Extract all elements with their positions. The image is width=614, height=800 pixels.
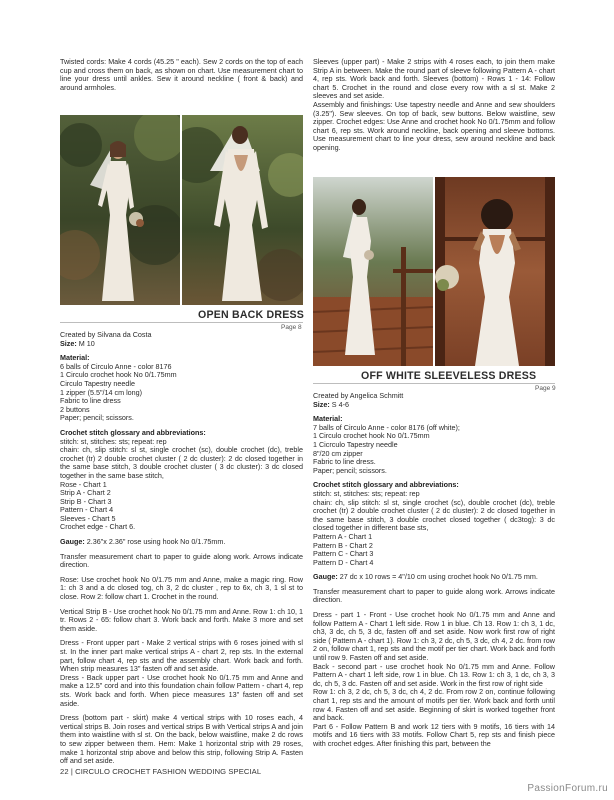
vertical-strip-paragraph: Vertical Strip B - Use crochet hook No 0/1.75 mm and Anne. Row 1: ch 10, 1 tr. Rows 2 - 65: follow chart 3. Work back and forth. Make 3 more and set them aside.: [60, 606, 303, 633]
glossary-heading: Crochet stitch glossary and abbreviations:: [60, 427, 206, 437]
material-item: Fabric to line dress: [60, 396, 121, 406]
size-value: S 4-6: [331, 399, 349, 409]
transfer-paragraph: Transfer measurement chart to paper to guide along work. Arrows indicate direction.: [313, 586, 555, 605]
material-heading: Material:: [60, 353, 90, 363]
chart-item: Sleeves - Chart 5: [60, 513, 116, 523]
page-footer: 22 | CIRCULO CROCHET FASHION WEDDING SPECIAL: [60, 767, 262, 776]
twisted-cords-paragraph: Twisted cords: Make 4 cords (45.25 " each). Sew 2 cords on the top of each cup and cross them on back, as shown on chart. Use measurement chart to line your dress until ankles. Sew it around neckline ( front & back) and around armholes.: [60, 57, 303, 92]
chart-item: Pattern - Chart 4: [60, 505, 114, 515]
material-item: Fabric to line dress.: [313, 457, 376, 467]
size-line: [313, 401, 555, 410]
chart-item: Rose - Chart 1: [60, 479, 107, 489]
open-back-dress-rule: [60, 322, 303, 323]
size-label: Size:: [313, 399, 330, 409]
left-top-text: [60, 58, 303, 92]
designer-credit: Created by Angelica Schmitt: [313, 391, 404, 400]
gauge-line: [60, 538, 303, 547]
assembly-paragraph: Assembly and finishings: Use tapestry needle and Anne and sew shoulders (3.25"). Sew sleeves. On top of back, sew buttons. Below waistline, sew zipper. Crochet edges: Use Anne and crochet hook No 0/1.75mm and follow chart 6, rep sts. Work around neckline, back opening and sleeve bottoms. Use measurement chart to line your dress, sew around neckline and back opening.: [313, 99, 555, 152]
material-item: 1 Cicrculo Tapestry needle: [313, 439, 398, 449]
gauge-line: [313, 573, 555, 582]
size-value: M 10: [78, 338, 95, 348]
glossary-item: stitch: st, stitches: sts; repeat: rep: [60, 436, 167, 446]
material-heading: Material:: [313, 414, 343, 424]
open-back-dress-front-photo: [60, 115, 180, 305]
chart-item: Pattern B - Chart 2: [313, 540, 373, 550]
chart-item: Pattern A - Chart 1: [313, 531, 373, 541]
dress-parts-paragraph: Dress - part 1 - Front - Use crochet hook No 0/1.75 mm and Anne and follow Pattern A - Chart 1 left side. Row 1 in blue. Ch 13. Row 1: ch 3, 1 dc, ch3, 3 dc, ch 5, 3 dc, fasten off and set aside. Now work first row of right side ( Pattern A - chart 1). Row 1: ch 3, 2 dc, ch 5, 3 dc, ch 4, 2 dc. from row 2 on, follow chart 1, rep sts and the motif per tier chart. Work back and forth until row 9. Fasten off and set aside. Back - second part - use crochet hook No 0/1.75 mm and Anne. Follow Pattern A - chart 1 left side, row 1 in blue. Ch 13. Row 1: ch 3, 1 dc, ch 3, 3 dc, ch 5, 3 dc. Fasten off and set aside. Work in the first row of right side Row 1: ch 3, 2 dc, ch 5, 3 dc, ch 4, 2 dc. From row 2 on, continue following chart 1, rep sts and the amount of motifs per tier. Work back and forth until row 4. Fasten off and set aside. Beginning of skirt is worked together front and back. Part 6 - Follow Pattern B and work 12 tiers with 9 motifs, 16 tiers with 14 motifs and 16 tiers with 33 motifs. Follow Chart 5, rep sts and finish piece with crochet edges. After finishing this part, between the: [313, 610, 555, 748]
chart-item: Crochet edge - Chart 6.: [60, 522, 136, 532]
chart-item: Strip B - Chart 3: [60, 496, 112, 506]
gauge-value: 2.36"x 2.36" rose using hook No 0/1.75mm.: [86, 537, 226, 547]
chart-item: Pattern C - Chart 3: [313, 549, 374, 559]
gauge-label: Gauge:: [60, 537, 85, 547]
size-line: [60, 340, 303, 349]
material-item: Paper; pencil; scissors.: [313, 465, 387, 475]
sleeves-paragraph: Sleeves (upper part) - Make 2 strips with 4 roses each, to join them make Strip A in between. Make the round part of sleeve following Pattern A - chart 4, rep sts. Work back and forth. Sleeves (bottom) - Rows 1 - 14: Follow chart 5. Crochet in the round and close every row with a sl st. Make 2 sleeves and set aside.: [313, 57, 555, 101]
material-item: 2 buttons: [60, 404, 90, 414]
gauge-value: 27 dc x 10 rows = 4"/10 cm using crochet hook No 0/1.75 mm.: [339, 572, 538, 582]
sleeveless-dress-instructions: [313, 392, 555, 749]
open-back-dress-back-photo: [182, 115, 303, 305]
open-back-dress-title: OPEN BACK DRESS: [198, 309, 305, 321]
material-item: 1 Circulo crochet hook No 0/1.75mm: [60, 370, 177, 380]
glossary-item: chain: ch, slip stitch: sl st, single crochet (sc), double crochet (dc), treble crochet (tr) 2 double crochet cluster ( 2 dc cluster): 2 dc closed together in the same base stitch, 3 double crochet cluster ( 3 dc cluster): 3 dc closed together in the same base stitch,: [60, 445, 303, 480]
material-item: 6 balls of Circulo Anne - color 8176: [60, 361, 172, 371]
rose-paragraph: Rose: Use crochet hook No 0/1.75 mm and Anne, make a magic ring. Row 1: ch 3 and a dc closed tog, ch 3, 2 dc cluster , rep to 6x, ch 3, 1 sl st to close. Row 2: follow chart 1. Crochet in the round.: [60, 574, 303, 602]
chart-item: Strip A - Chart 2: [60, 488, 111, 498]
open-back-dress-page-ref: Page 8: [281, 324, 302, 331]
sleeveless-dress-back-photo: [435, 177, 555, 366]
glossary-heading: Crochet stitch glossary and abbreviations:: [313, 480, 459, 490]
designer-credit: Created by Silvana da Costa: [60, 330, 152, 339]
glossary-item: stitch: st, stitches: sts; repeat: rep: [313, 488, 420, 498]
material-item: Circulo Tapestry needle: [60, 378, 135, 388]
material-item: 7 balls of Circulo Anne - color 8176 (off white);: [313, 422, 460, 432]
chart-item: Pattern D - Chart 4: [313, 557, 374, 567]
dress-skirt-paragraph: Dress (bottom part - skirt) make 4 vertical strips with 10 roses each, 4 vertical strips B. Join roses and vertical strips B with Vertical strips A and join them into waistline with sl st. On the back, below waistline, make 2 dc rows to sew zipper between them. Hem: Make 1 horizontal strip with 29 roses, make 1 horizontal strip above and below this strip, following Strip A. Fasten off and set aside.: [60, 713, 303, 766]
material-item: 1 Circulo crochet hook No 0/1.75mm: [313, 431, 430, 441]
sleeveless-dress-rule: [313, 383, 555, 384]
site-watermark: PassionForum.ru: [527, 783, 608, 794]
sleeveless-dress-title: OFF WHITE SLEEVELESS DRESS: [361, 370, 537, 382]
right-top-text: [313, 58, 555, 153]
sleeveless-dress-page-ref: Page 9: [535, 385, 556, 392]
transfer-paragraph: Transfer measurement chart to paper to guide along work. Arrows indicate direction.: [60, 551, 303, 570]
open-back-dress-instructions: [60, 331, 303, 766]
glossary-item: chain: ch, slip stitch: sl st, single crochet (sc), double crochet (dc), treble crochet (tr) 2 double crochet cluster ( 2 dc cluster): 2 dc closed together in the same base stitch, 3 double crochet closed together ( dc3tog): 3 dc closed together in different base sts,: [313, 497, 555, 533]
sleeveless-dress-front-photo: [313, 177, 433, 366]
size-label: Size:: [60, 338, 77, 348]
material-item: 8"/20 cm zipper: [313, 448, 363, 458]
dress-upper-paragraph: Dress - Front upper part - Make 2 vertical strips with 6 roses joined with sl st. In the inner part make vertical strips A - chart 2, rep sts. In the external part, follow chart 4, rep sts and the assembly chart. Work back and forth. When strip measures 13" fasten off and set aside. Dress - Back upper part - Use crochet hook No 0/1.75 mm and Anne and make a 12.5" cord and into this foundation chain follow Pattern - chart 4, rep sts. Work back and forth. When piece measures 13" fasten off and set aside.: [60, 638, 303, 708]
material-item: 1 zipper (5.5"/14 cm long): [60, 387, 143, 397]
material-item: Paper; pencil; scissors.: [60, 413, 134, 423]
gauge-label: Gauge:: [313, 572, 338, 582]
